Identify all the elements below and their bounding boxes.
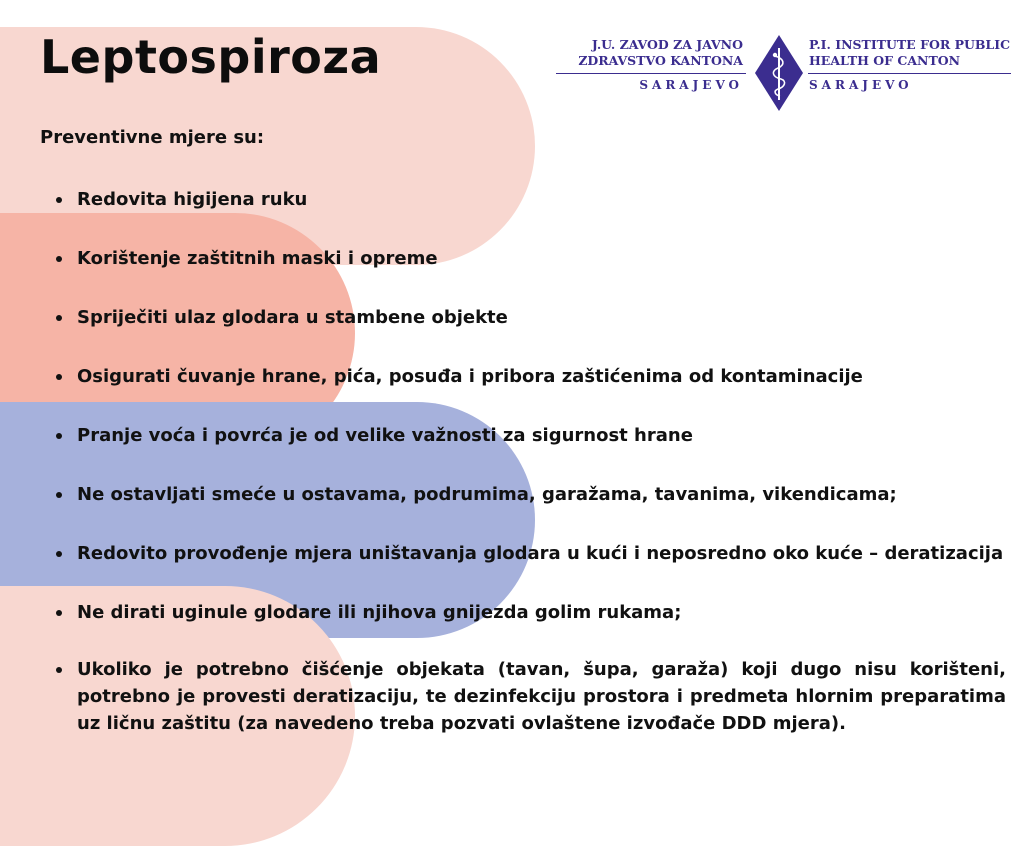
page-title: Leptospiroza [40, 30, 382, 84]
logo-city-bosnian: SARAJEVO [639, 78, 743, 92]
logo-text-bosnian [578, 37, 743, 69]
list-item: Redovito provođenje mjera uništavanja glodara u kući i neposredno oko kuće – deratizacija [54, 538, 1006, 569]
logo-city-english: SARAJEVO [809, 78, 913, 92]
list-item: Pranje voća i povrća je od velike važnosti za sigurnost hrane [54, 420, 1006, 451]
logo-text-line: P.I. INSTITUTE FOR PUBLIC [809, 37, 1011, 52]
list-item: Ne ostavljati smeće u ostavama, podrumima, garažama, tavanima, vikendicama; [54, 479, 1006, 510]
list-item: Spriječiti ulaz glodara u stambene objekte [54, 302, 1006, 333]
institute-logo [556, 34, 1011, 114]
list-item: Redovita higijena ruku [54, 184, 1006, 215]
logo-text-line: ZDRAVSTVO KANTONA [578, 53, 743, 68]
logo-divider [556, 73, 746, 74]
list-item: Ukoliko je potrebno čišćenje objekata (tavan, šupa, garaža) koji dugo nisu korišteni, potrebno je provesti deratizaciju, te dezinfekciju prostora i predmeta hlornim preparatima uz ličnu zaštitu (za navedeno treba pozvati ovlaštene izvođače DDD mjera). [54, 656, 1006, 737]
list-item: Osigurati čuvanje hrane, pića, posuđa i pribora zaštićenima od kontaminacije [54, 361, 1006, 392]
logo-divider [808, 73, 1011, 74]
list-item: Ne dirati uginule glodare ili njihova gnijezda golim rukama; [54, 597, 1006, 628]
logo-text-english [809, 37, 1010, 69]
asclepius-diamond-emblem-icon [754, 34, 804, 112]
section-subtitle: Preventivne mjere su: [40, 127, 265, 148]
logo-text-line: J.U. ZAVOD ZA JAVNO [591, 37, 743, 52]
preventive-measures-list [54, 184, 1006, 765]
logo-text-line: HEALTH OF CANTON [809, 53, 961, 68]
list-item: Korištenje zaštitnih maski i opreme [54, 243, 1006, 274]
